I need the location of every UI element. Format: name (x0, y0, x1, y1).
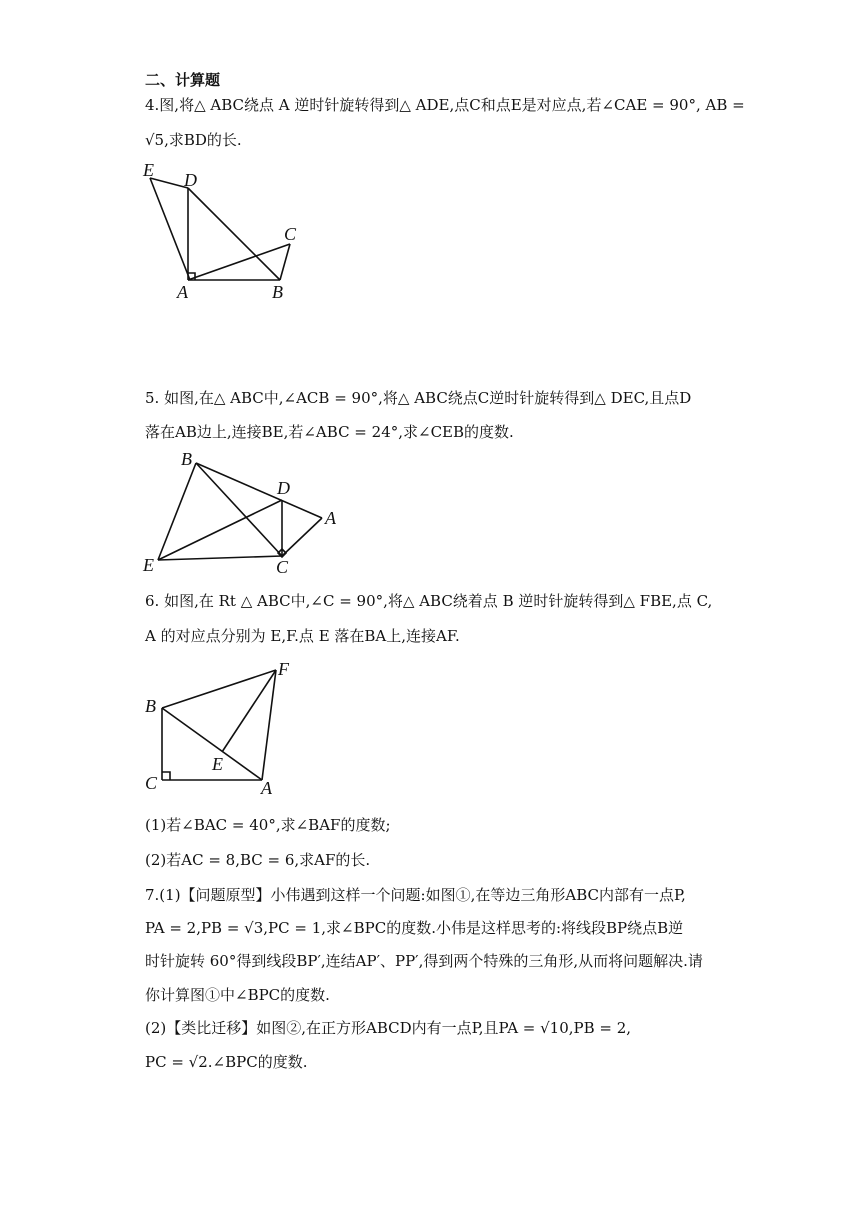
q4-segment-ed (150, 178, 188, 188)
q6-text-line2: A 的对应点分别为 E,F.点 E 落在BA上,连接AF. (145, 627, 460, 645)
q5-segment-ec (158, 556, 282, 560)
q5-label-e: E (143, 555, 154, 575)
q5-label-c: C (276, 557, 289, 577)
q6-segment-bf (162, 670, 276, 708)
q5-segment-ba (196, 463, 322, 518)
q7-text-line5: (2)【类比迁移】如图②,在正方形ABCD内有一点P,且PA = √10,PB = 2, (145, 1019, 632, 1037)
q7-text-line2: PA = 2,PB = √3,PC = 1,求∠BPC的度数.小伟是这样思考的:将线段BP绕点B逆 (145, 919, 684, 937)
q6-label-c: C (145, 773, 158, 793)
q5-label-b: B (181, 449, 192, 469)
q6-label-e: E (212, 754, 223, 774)
q6-part2: (2)若AC = 8,BC = 6,求AF的长. (145, 851, 371, 869)
q4-text-line1: 4.图,将△ ABC绕点 A 逆时针旋转得到△ ADE,点C和点E是对应点,若∠CAE = 90°, AB = (145, 96, 745, 114)
q6-label-b: B (145, 696, 156, 716)
q4-label-a: A (177, 282, 188, 302)
q5-text-line2: 落在AB边上,连接BE,若∠ABC = 24°,求∠CEB的度数. (145, 423, 514, 441)
q5-text-line1: 5. 如图,在△ ABC中,∠ACB = 90°,将△ ABC绕点C逆时针旋转得到△ DEC,且点D (145, 389, 692, 407)
q6-label-f: F (278, 659, 289, 679)
q5-label-a: A (325, 508, 336, 528)
q6-right-angle-mark (162, 772, 170, 780)
q5-segment-bc (196, 463, 282, 556)
q6-segment-fa (262, 670, 276, 780)
q6-text-line1: 6. 如图,在 Rt △ ABC中,∠C = 90°,将△ ABC绕着点 B 逆时针旋转得到△ FBE,点 C, (145, 592, 713, 610)
q5-label-d: D (277, 478, 290, 498)
q5-segment-ed (158, 500, 282, 560)
q6-label-a: A (261, 778, 272, 798)
q4-segment-db (188, 188, 280, 280)
q4-segment-ea (150, 178, 190, 280)
q7-text-line4: 你计算图①中∠BPC的度数. (145, 986, 330, 1004)
q4-label-c: C (284, 224, 297, 244)
q4-text-line2: √5,求BD的长. (145, 131, 242, 149)
q7-text-line1: 7.(1)【问题原型】小伟遇到这样一个问题:如图①,在等边三角形ABC内部有一点P, (145, 886, 686, 904)
q5-segment-ac (282, 518, 322, 556)
q7-text-line3: 时针旋转 60°得到线段BP′,连结AP′、PP′,得到两个特殊的三角形,从而将问题解决.请 (145, 952, 703, 970)
q7-text-line6: PC = √2.∠BPC的度数. (145, 1053, 308, 1071)
section-title: 二、计算题 (145, 71, 221, 89)
q4-segment-cb (280, 244, 290, 280)
q4-label-b: B (272, 282, 283, 302)
q4-label-e: E (143, 160, 154, 180)
q4-label-d: D (184, 170, 197, 190)
q5-segment-be (158, 463, 196, 560)
q6-part1: (1)若∠BAC = 40°,求∠BAF的度数; (145, 816, 391, 834)
